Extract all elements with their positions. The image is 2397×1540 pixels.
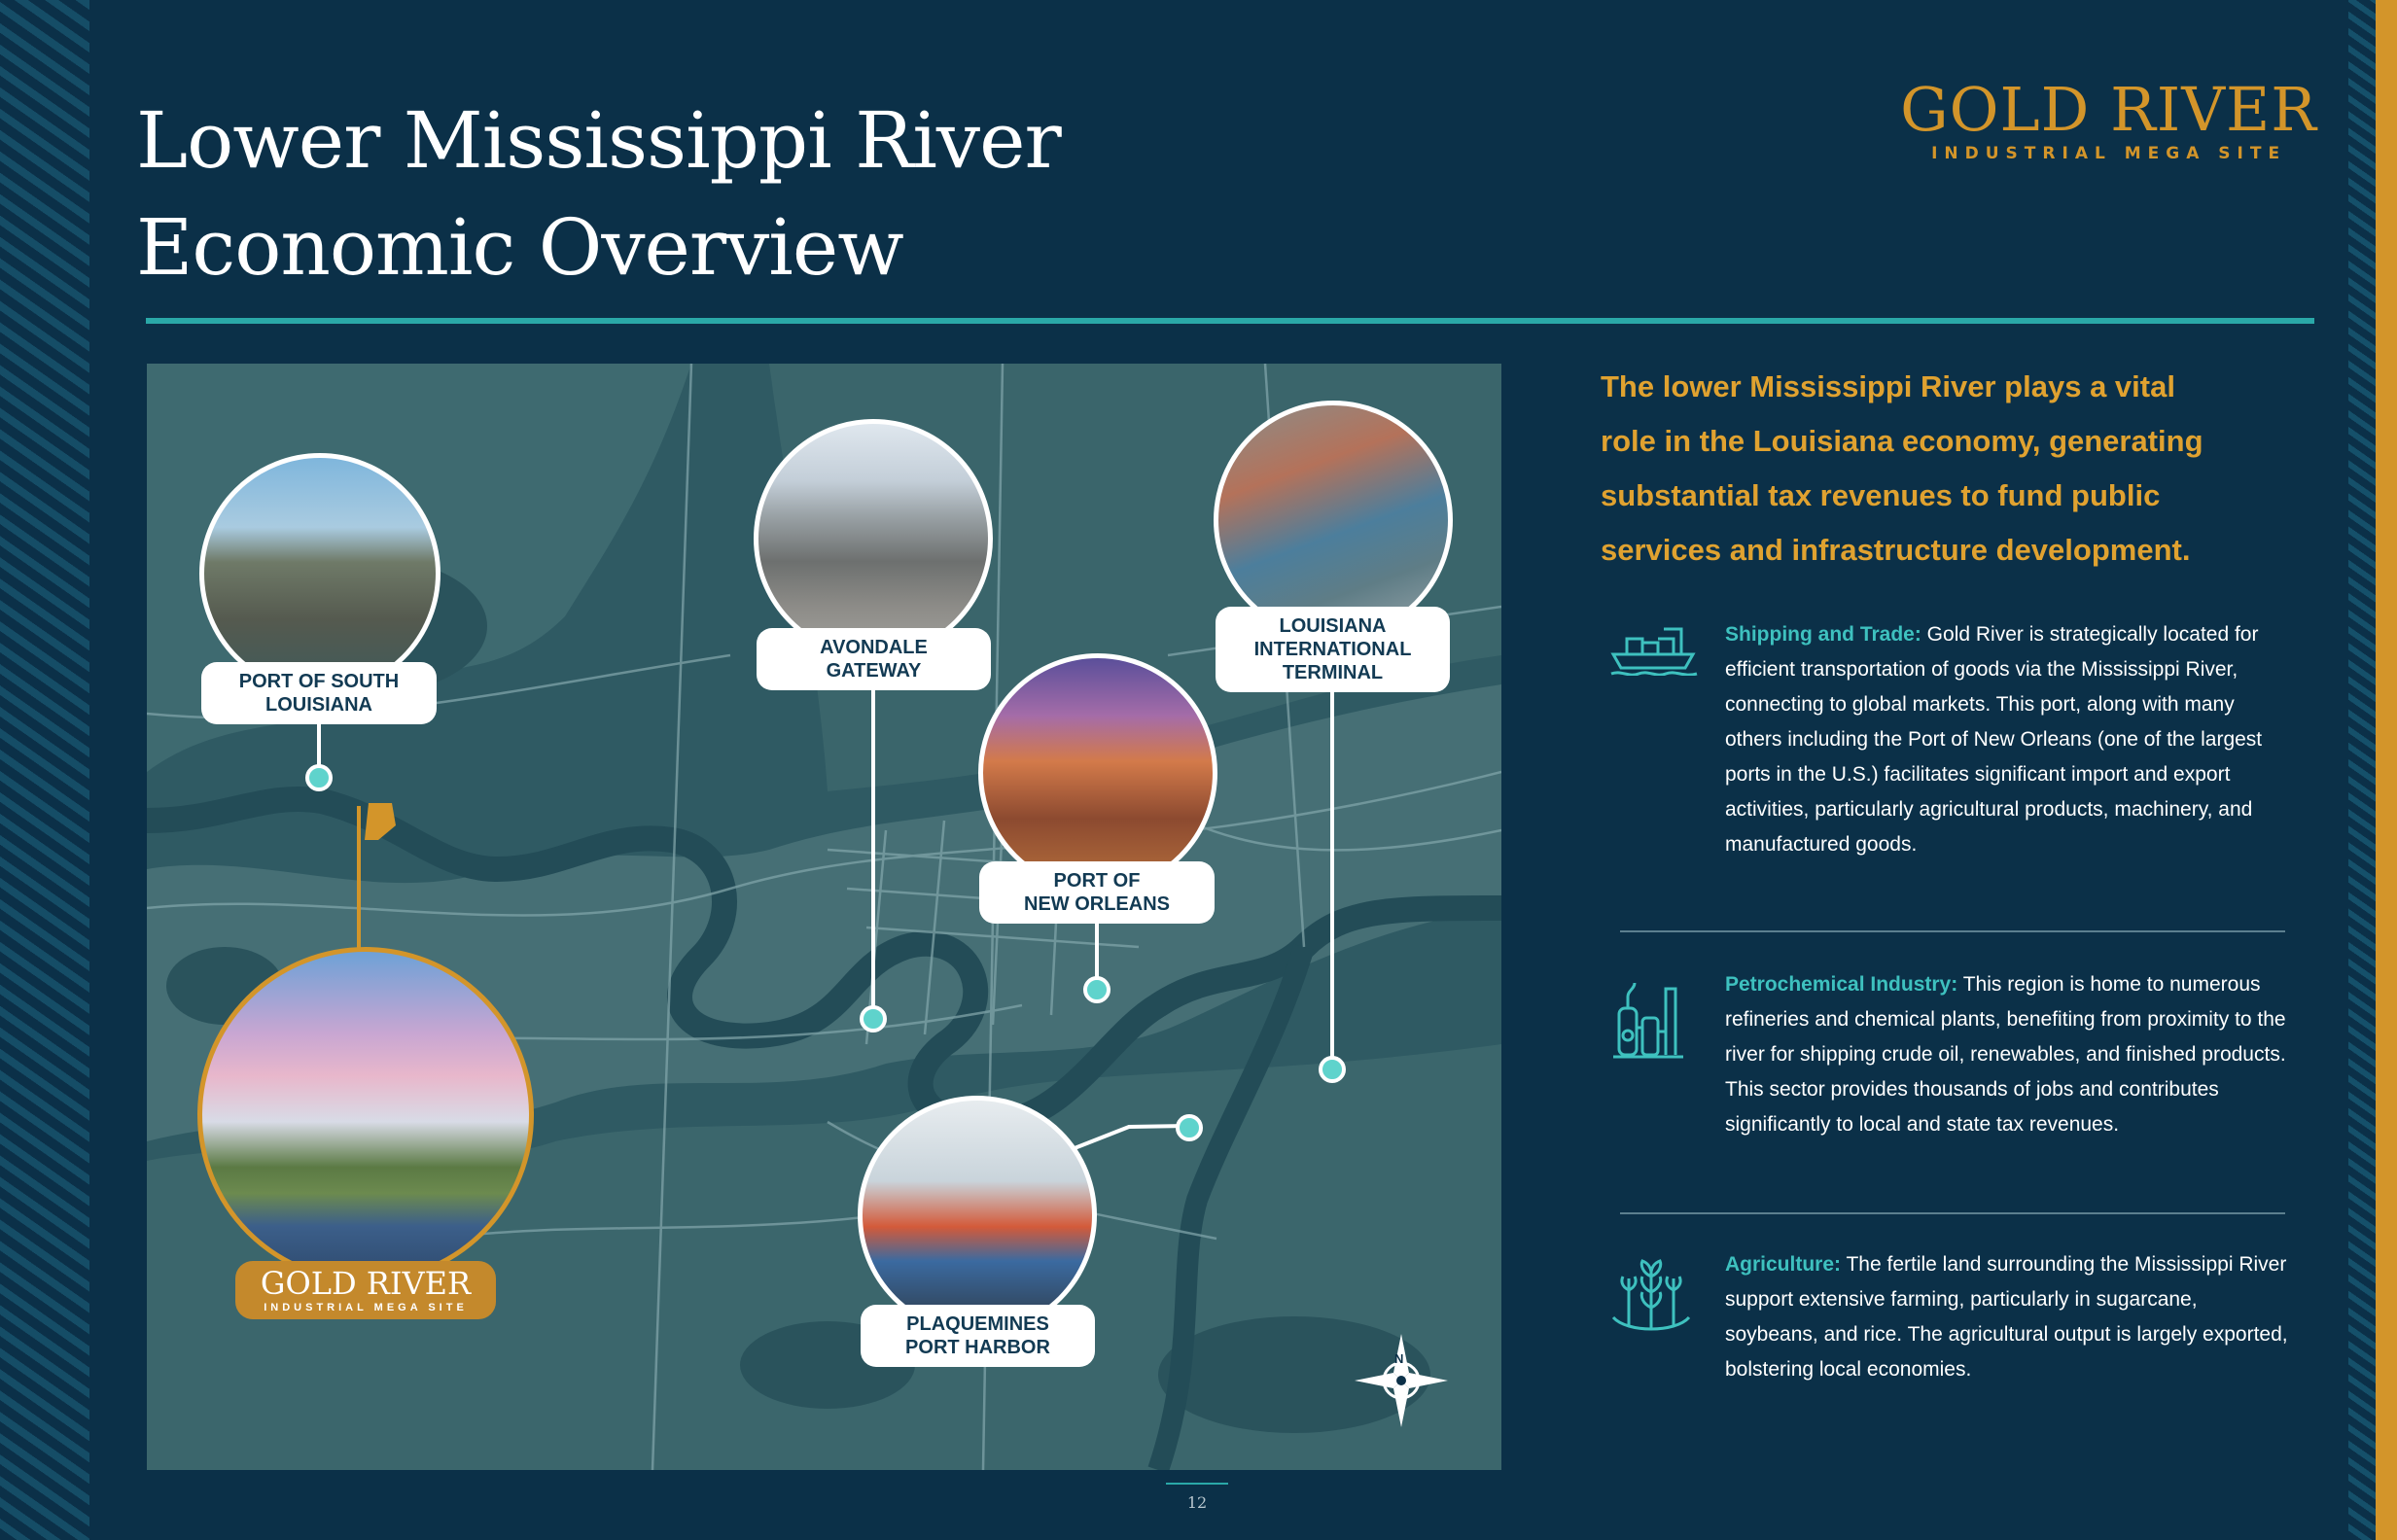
brand-logo (1900, 74, 2317, 163)
port-of-new-orleans-label: PORT OF NEW ORLEANS (979, 861, 1215, 924)
section-divider-2 (1620, 1212, 2285, 1214)
compass-icon (1353, 1332, 1450, 1429)
refinery-icon (1609, 979, 1699, 1068)
ship-icon (1609, 617, 1699, 707)
shipping-and-trade-text (1725, 617, 2289, 862)
regional-map (147, 364, 1501, 1470)
page-number: 12 (1186, 1493, 1208, 1512)
petrochemical-industry-text (1725, 967, 2289, 1142)
plaquemines-port-harbor-pin (1176, 1114, 1203, 1141)
louisiana-international-terminal-label: LOUISIANA INTERNATIONAL TERMINAL (1216, 607, 1450, 692)
plaquemines-port-harbor-label: PLAQUEMINES PORT HARBOR (861, 1305, 1095, 1367)
agriculture-body: The fertile land surrounding the Mississippi River support extensive farming, particularly in sugarcane, soybeans, and rice. The agricultural output is largely exported, bolstering local economies. (1725, 1253, 2288, 1381)
title-divider (146, 318, 2314, 324)
gold-river-badge-name: GOLD RIVER (260, 1265, 472, 1302)
avondale-gateway-pin (860, 1005, 887, 1032)
petrochemical-industry-key: Petrochemical Industry: (1725, 973, 1958, 996)
louisiana-international-terminal-photo (1214, 401, 1453, 640)
page-title-line-1: Lower Mississippi River (136, 95, 1061, 186)
port-of-south-louisiana-photo (199, 453, 441, 694)
compass-rose (1353, 1332, 1450, 1429)
page-title (136, 88, 1061, 301)
agriculture-key: Agriculture: (1725, 1253, 1842, 1276)
port-of-new-orleans-photo (978, 653, 1217, 892)
decorative-wave-pattern (0, 0, 89, 1540)
gold-river-site-badge (235, 1261, 496, 1319)
louisiana-international-terminal-pin (1319, 1056, 1346, 1083)
gold-river-site-photo (197, 947, 534, 1283)
avondale-gateway-label: AVONDALE GATEWAY (757, 628, 991, 690)
port-of-south-louisiana-pin (305, 764, 333, 791)
shipping-and-trade-body: Gold River is strategically located for efficient transportation of goods via the Mississippi River, connecting to global markets. This port, along with many others including the Port of New Orleans (one of the largest ports in the U.S.) facilitates significant import and export activities, particularly agricultural products, machinery, and manufactured goods. (1725, 623, 2263, 856)
port-of-south-louisiana-label: PORT OF SOUTH LOUISIANA (201, 662, 437, 724)
gold-river-badge-subtitle: INDUSTRIAL MEGA SITE (264, 1302, 468, 1313)
agriculture-text (1725, 1247, 2289, 1387)
section-divider-1 (1620, 930, 2285, 932)
intro-paragraph: The lower Mississippi River plays a vital role in the Louisiana economy, generating substantial tax revenues to fund public services and infrastructure development. (1601, 369, 2203, 567)
page-title-line-2: Economic Overview (136, 202, 903, 293)
shipping-and-trade-key: Shipping and Trade: (1725, 623, 1921, 646)
petrochemical-industry-body: This region is home to numerous refineries and chemical plants, benefiting from proximity to the river for shipping crude oil, renewables, and finished products. This sector provides thousands of jobs and contributes significantly to local and state tax revenues. (1725, 973, 2286, 1136)
wheat-icon (1609, 1257, 1699, 1347)
brand-name: GOLD RIVER (1900, 74, 2317, 145)
compass-north-letter: N (1394, 1351, 1404, 1366)
port-of-new-orleans-pin (1083, 976, 1110, 1003)
avondale-gateway-photo (754, 419, 993, 658)
brand-subtitle: INDUSTRIAL MEGA SITE (1931, 144, 2287, 163)
gold-edge-bar (2376, 0, 2397, 1540)
page-number-rule (1166, 1483, 1228, 1485)
plaquemines-port-harbor-photo (858, 1096, 1097, 1335)
decorative-wave-pattern-right (2348, 0, 2376, 1540)
